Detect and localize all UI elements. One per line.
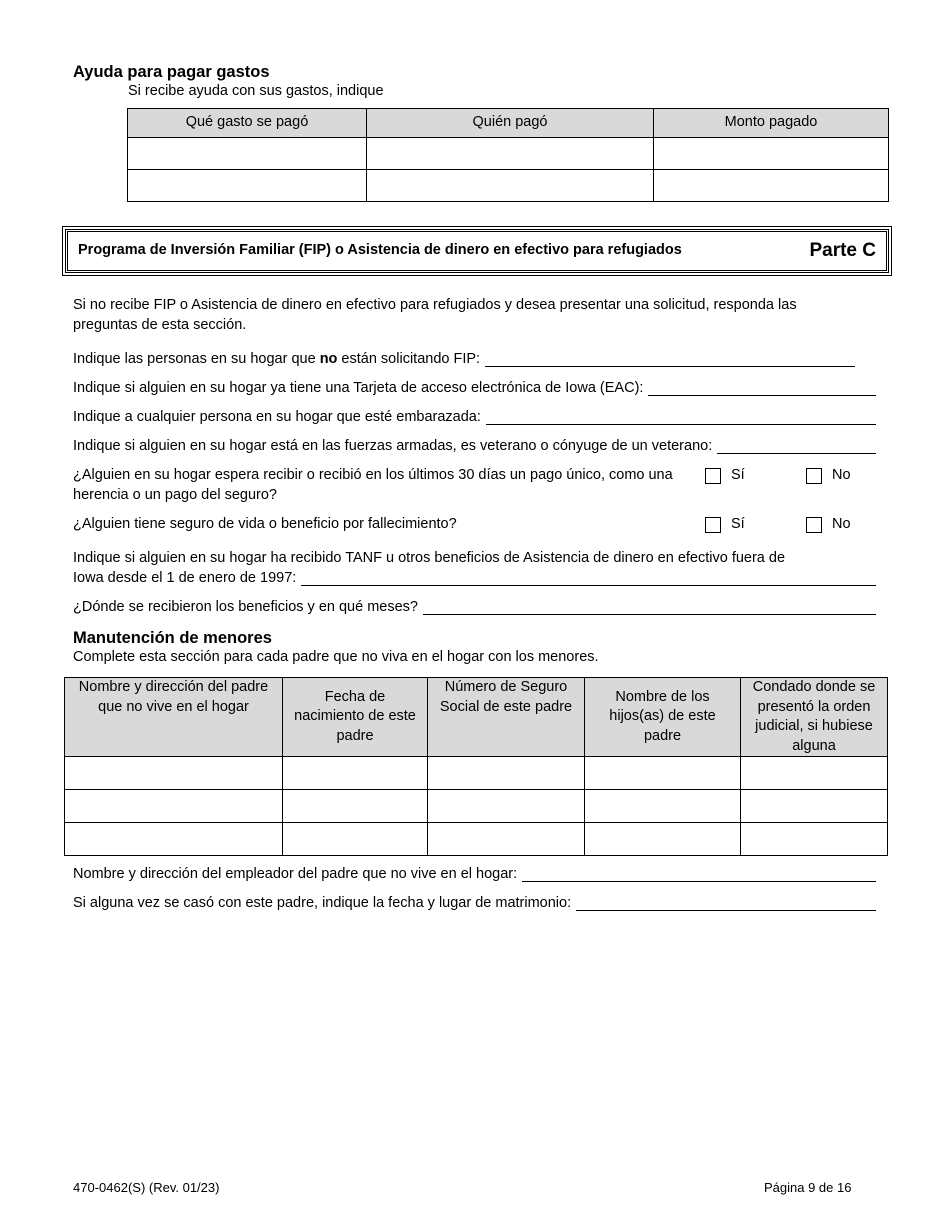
child-support-subtitle: Complete esta sección para cada padre que no viva en el hogar con los menores.	[73, 649, 599, 665]
cs-dob-input[interactable]	[283, 757, 428, 790]
table-row	[65, 790, 888, 823]
q-where-label: ¿Dónde se recibieron los beneficios y en qué meses?	[73, 599, 418, 615]
q-marriage	[73, 894, 876, 914]
life-insurance-no-option[interactable]	[806, 515, 851, 535]
q-life-insurance-label: ¿Alguien tiene seguro de vida o beneficio por fallecimiento?	[73, 516, 457, 532]
expense-what-input[interactable]	[128, 138, 367, 170]
cs-children-input[interactable]	[585, 790, 741, 823]
cs-dob-input[interactable]	[283, 790, 428, 823]
marriage-field[interactable]	[576, 895, 876, 911]
q-military	[73, 437, 876, 457]
lump-sum-no-label: No	[832, 467, 851, 483]
military-field[interactable]	[717, 438, 876, 454]
q-not-applying-bold: no	[319, 351, 338, 367]
cs-name-input[interactable]	[65, 823, 283, 856]
q-tanf-line1: Indique si alguien en su hogar ha recibido TANF u otros beneficios de Asistencia de dinero en efectivo fuera de	[73, 550, 786, 566]
expenses-subtitle: Si recibe ayuda con sus gastos, indique	[128, 83, 384, 99]
section-c-header	[65, 229, 889, 273]
not-applying-field[interactable]	[485, 351, 855, 367]
cs-ssn-input[interactable]	[428, 790, 585, 823]
expenses-header-what: Qué gasto se pagó	[128, 109, 367, 138]
lump-sum-yes-checkbox[interactable]	[705, 468, 721, 484]
lump-sum-no-option[interactable]	[806, 466, 851, 486]
cs-header-dob: Fecha de nacimiento de este padre	[283, 678, 428, 757]
expense-who-input[interactable]	[367, 138, 654, 170]
cs-county-input[interactable]	[741, 757, 888, 790]
life-insurance-yes-option[interactable]	[705, 515, 745, 535]
cs-header-name: Nombre y dirección del padre que no vive en el hogar	[65, 678, 283, 757]
life-insurance-yes-checkbox[interactable]	[705, 517, 721, 533]
q-pregnant	[73, 408, 876, 428]
expense-what-input[interactable]	[128, 170, 367, 202]
cs-header-children: Nombre de los hijos(as) de este padre	[585, 678, 741, 757]
q-tanf-line2: Iowa desde el 1 de enero de 1997:	[73, 570, 297, 586]
life-insurance-no-label: No	[832, 516, 851, 532]
child-support-table	[64, 677, 888, 856]
cs-dob-input[interactable]	[283, 823, 428, 856]
q-not-applying	[73, 350, 855, 370]
expenses-header-amount: Monto pagado	[654, 109, 889, 138]
life-insurance-yes-label: Sí	[731, 516, 745, 532]
form-number: 470-0462(S) (Rev. 01/23)	[73, 1180, 220, 1195]
where-field[interactable]	[423, 599, 876, 615]
lump-sum-yes-label: Sí	[731, 467, 745, 483]
life-insurance-no-checkbox[interactable]	[806, 517, 822, 533]
cs-county-input[interactable]	[741, 823, 888, 856]
cs-header-county: Condado donde se presentó la orden judicial, si hubiese alguna	[741, 678, 888, 757]
lump-sum-no-checkbox[interactable]	[806, 468, 822, 484]
employer-field[interactable]	[522, 866, 876, 882]
cs-header-ssn: Número de Seguro Social de este padre	[428, 678, 585, 757]
table-row	[128, 170, 889, 202]
cs-name-input[interactable]	[65, 790, 283, 823]
cs-name-input[interactable]	[65, 757, 283, 790]
expenses-header-who: Quién pagó	[367, 109, 654, 138]
tanf-field[interactable]	[301, 570, 876, 586]
expense-amount-input[interactable]	[654, 170, 889, 202]
lump-sum-yes-option[interactable]	[705, 466, 745, 486]
table-row	[128, 138, 889, 170]
cs-children-input[interactable]	[585, 823, 741, 856]
q-where	[73, 598, 876, 618]
q-not-applying-post: están solicitando FIP:	[337, 351, 481, 367]
q-not-applying-pre: Indique las personas en su hogar que	[73, 351, 320, 367]
pregnant-field[interactable]	[486, 409, 876, 425]
cs-children-input[interactable]	[585, 757, 741, 790]
table-row	[65, 823, 888, 856]
expenses-title: Ayuda para pagar gastos	[73, 63, 270, 81]
eac-field[interactable]	[648, 380, 876, 396]
expense-who-input[interactable]	[367, 170, 654, 202]
cs-ssn-input[interactable]	[428, 823, 585, 856]
section-c-title: Programa de Inversión Familiar (FIP) o Asistencia de dinero en efectivo para refugiados	[78, 242, 682, 259]
page-number: Página 9 de 16	[764, 1180, 852, 1195]
section-c-part-label: Parte C	[809, 240, 876, 262]
q-employer-label: Nombre y dirección del empleador del padre que no vive en el hogar:	[73, 866, 518, 882]
cs-county-input[interactable]	[741, 790, 888, 823]
q-lump-sum-label: ¿Alguien en su hogar espera recibir o recibió en los últimos 30 días un pago único, como una herencia o un pago del seguro?	[73, 467, 673, 503]
table-row	[65, 757, 888, 790]
expenses-table	[127, 108, 889, 202]
q-marriage-label: Si alguna vez se casó con este padre, indique la fecha y lugar de matrimonio:	[73, 895, 572, 911]
q-eac-label: Indique si alguien en su hogar ya tiene una Tarjeta de acceso electrónica de Iowa (EAC):	[73, 380, 644, 396]
q-military-label: Indique si alguien en su hogar está en las fuerzas armadas, es veterano o cónyuge de un veterano:	[73, 438, 713, 454]
expense-amount-input[interactable]	[654, 138, 889, 170]
q-employer	[73, 865, 876, 885]
q-tanf	[73, 569, 876, 589]
q-eac	[73, 379, 876, 399]
cs-ssn-input[interactable]	[428, 757, 585, 790]
section-c-intro: Si no recibe FIP o Asistencia de dinero en efectivo para refugiados y desea presentar una solicitud, responda las preguntas de esta sección.	[73, 297, 797, 333]
q-pregnant-label: Indique a cualquier persona en su hogar que esté embarazada:	[73, 409, 481, 425]
child-support-title: Manutención de menores	[73, 629, 272, 647]
